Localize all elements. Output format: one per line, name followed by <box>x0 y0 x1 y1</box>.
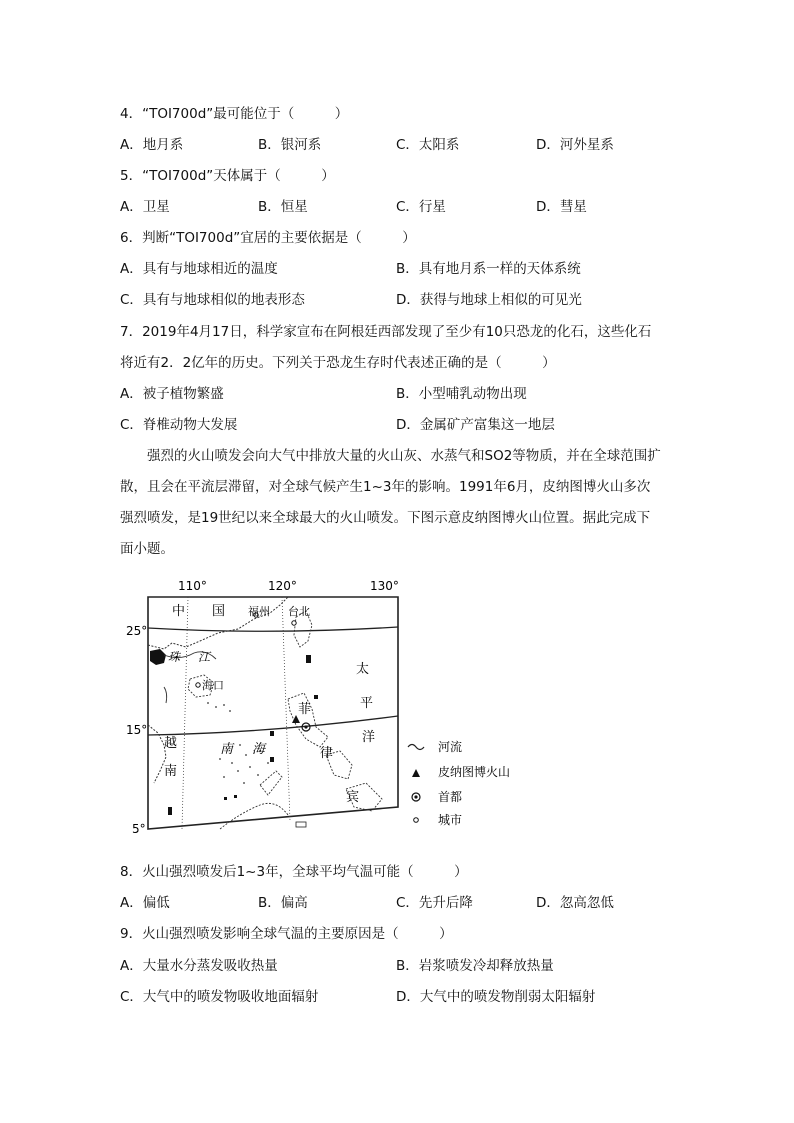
lat-label-15: 15° <box>126 723 148 737</box>
river-icon <box>408 745 424 750</box>
label-philippines-3: 宾 <box>346 790 360 805</box>
island-mark <box>234 795 237 798</box>
island-mark <box>314 695 318 699</box>
label-zhujiang-2: 江 <box>198 650 211 664</box>
volcano-icon <box>412 769 420 777</box>
longitude-line-110 <box>182 597 188 829</box>
q8-option-c[interactable]: C．先升后降 <box>396 895 473 911</box>
capital-icon-dot <box>414 795 417 798</box>
island-mark <box>270 731 274 736</box>
lon-label-130: 130° <box>370 579 399 593</box>
passage-line: 面小题。 <box>120 541 174 557</box>
label-taipei: 台北 <box>288 605 310 618</box>
island-mark <box>306 655 311 663</box>
city-icon <box>196 683 200 687</box>
city-icon <box>414 818 419 823</box>
q5-option-a[interactable]: A．卫星 <box>120 199 170 215</box>
label-philippines-1: 菲 <box>298 702 312 717</box>
label-philippines-2: 律 <box>320 746 334 761</box>
q6-option-a[interactable]: A．具有与地球相近的温度 <box>120 261 278 277</box>
legend-label-city: 城市 <box>438 813 463 827</box>
label-southsea-2: 海 <box>252 742 266 757</box>
question-5-stem: 5．“TOI700d”天体属于（ ） <box>120 168 335 184</box>
question-7-stem-line-1: 7．2019年4月17日，科学家宣布在阿根廷西部发现了至少有10只恐龙的化石，这些化石 <box>120 324 652 340</box>
capital-icon-dot <box>304 725 307 728</box>
q8-option-d[interactable]: D．忽高忽低 <box>536 895 614 911</box>
label-haikou: 海口 <box>202 679 224 692</box>
q9-option-c[interactable]: C．大气中的喷发物吸收地面辐射 <box>120 989 319 1005</box>
island-mark <box>168 807 172 815</box>
passage-line: 强烈的火山喷发会向大气中排放大量的火山灰、水蒸气和SO2等物质，并在全球范围扩 <box>147 448 661 464</box>
label-vietnam-2: 南 <box>164 764 178 779</box>
palawan-island <box>260 771 282 795</box>
question-9-stem: 9．火山强烈喷发影响全球气温的主要原因是（ ） <box>120 926 453 942</box>
q4-option-a[interactable]: A．地月系 <box>120 137 184 153</box>
city-icon <box>292 621 296 625</box>
latitude-line-25 <box>148 627 398 631</box>
label-pacific-3: 洋 <box>362 730 376 745</box>
lon-label-110: 110° <box>178 579 207 593</box>
label-zhujiang-1: 珠 <box>168 650 181 664</box>
question-7-stem-line-2: 将近有2．2亿年的历史。下列关于恐龙生存时代表述正确的是（ ） <box>120 355 556 371</box>
question-4-stem: 4．“TOI700d”最可能位于（ ） <box>120 106 349 122</box>
pearl-river-delta <box>150 649 166 665</box>
lat-label-25: 25° <box>126 624 148 638</box>
pinatubo-location-map <box>120 575 540 840</box>
legend-label-volcano: 皮纳图博火山 <box>438 765 511 779</box>
q4-option-c[interactable]: C．太阳系 <box>396 137 460 153</box>
island-mark <box>270 757 274 762</box>
label-vietnam-1: 越 <box>164 736 178 751</box>
q9-option-a[interactable]: A．大量水分蒸发吸收热量 <box>120 958 278 974</box>
question-6-stem: 6．判断“TOI700d”宜居的主要依据是（ ） <box>120 230 416 246</box>
passage-line: 散，且会在平流层滞留，对全球气候产生1~3年的影响。1991年6月，皮纳图博火山多次 <box>120 479 651 495</box>
q4-option-d[interactable]: D．河外星系 <box>536 137 614 153</box>
river-line <box>164 687 167 703</box>
label-fuzhou: 福州 <box>248 605 270 618</box>
q7-option-b[interactable]: B．小型哺乳动物出现 <box>396 386 527 402</box>
label-southsea-1: 南 <box>220 742 234 757</box>
island-mark <box>224 797 227 800</box>
label-pacific-2: 平 <box>360 696 374 711</box>
passage-line: 强烈喷发，是19世纪以来全球最大的火山喷发。下图示意皮纳图博火山位置。据此完成下 <box>120 510 651 526</box>
question-8-stem: 8．火山强烈喷发后1~3年，全球平均气温可能（ ） <box>120 864 468 880</box>
q4-option-b[interactable]: B．银河系 <box>258 137 322 153</box>
q6-option-c[interactable]: C．具有与地球相似的地表形态 <box>120 292 305 308</box>
q9-option-b[interactable]: B．岩浆喷发冷却释放热量 <box>396 958 554 974</box>
q6-option-d[interactable]: D．获得与地球上相似的可见光 <box>396 292 582 308</box>
q6-option-b[interactable]: B．具有地月系一样的天体系统 <box>396 261 581 277</box>
borneo-coast <box>220 803 288 829</box>
q5-option-c[interactable]: C．行星 <box>396 199 446 215</box>
q8-option-a[interactable]: A．偏低 <box>120 895 170 911</box>
label-china-1: 中 <box>172 604 186 619</box>
q7-option-c[interactable]: C．脊椎动物大发展 <box>120 417 238 433</box>
legend-label-capital: 首都 <box>438 790 463 804</box>
lon-label-120: 120° <box>268 579 297 593</box>
q5-option-b[interactable]: B．恒星 <box>258 199 308 215</box>
legend-edge <box>296 822 306 827</box>
label-china-2: 国 <box>212 604 226 619</box>
map-legend <box>408 739 510 827</box>
passage <box>120 441 680 565</box>
legend-label-river: 河流 <box>438 740 463 754</box>
q7-option-a[interactable]: A．被子植物繁盛 <box>120 386 224 402</box>
q9-option-d[interactable]: D．大气中的喷发物削弱太阳辐射 <box>396 989 596 1005</box>
lat-label-5: 5° <box>132 822 146 836</box>
q7-option-d[interactable]: D．金属矿产富集这一地层 <box>396 417 555 433</box>
q5-option-d[interactable]: D．彗星 <box>536 199 587 215</box>
label-pacific-1: 太 <box>356 662 370 677</box>
q8-option-b[interactable]: B．偏高 <box>258 895 308 911</box>
